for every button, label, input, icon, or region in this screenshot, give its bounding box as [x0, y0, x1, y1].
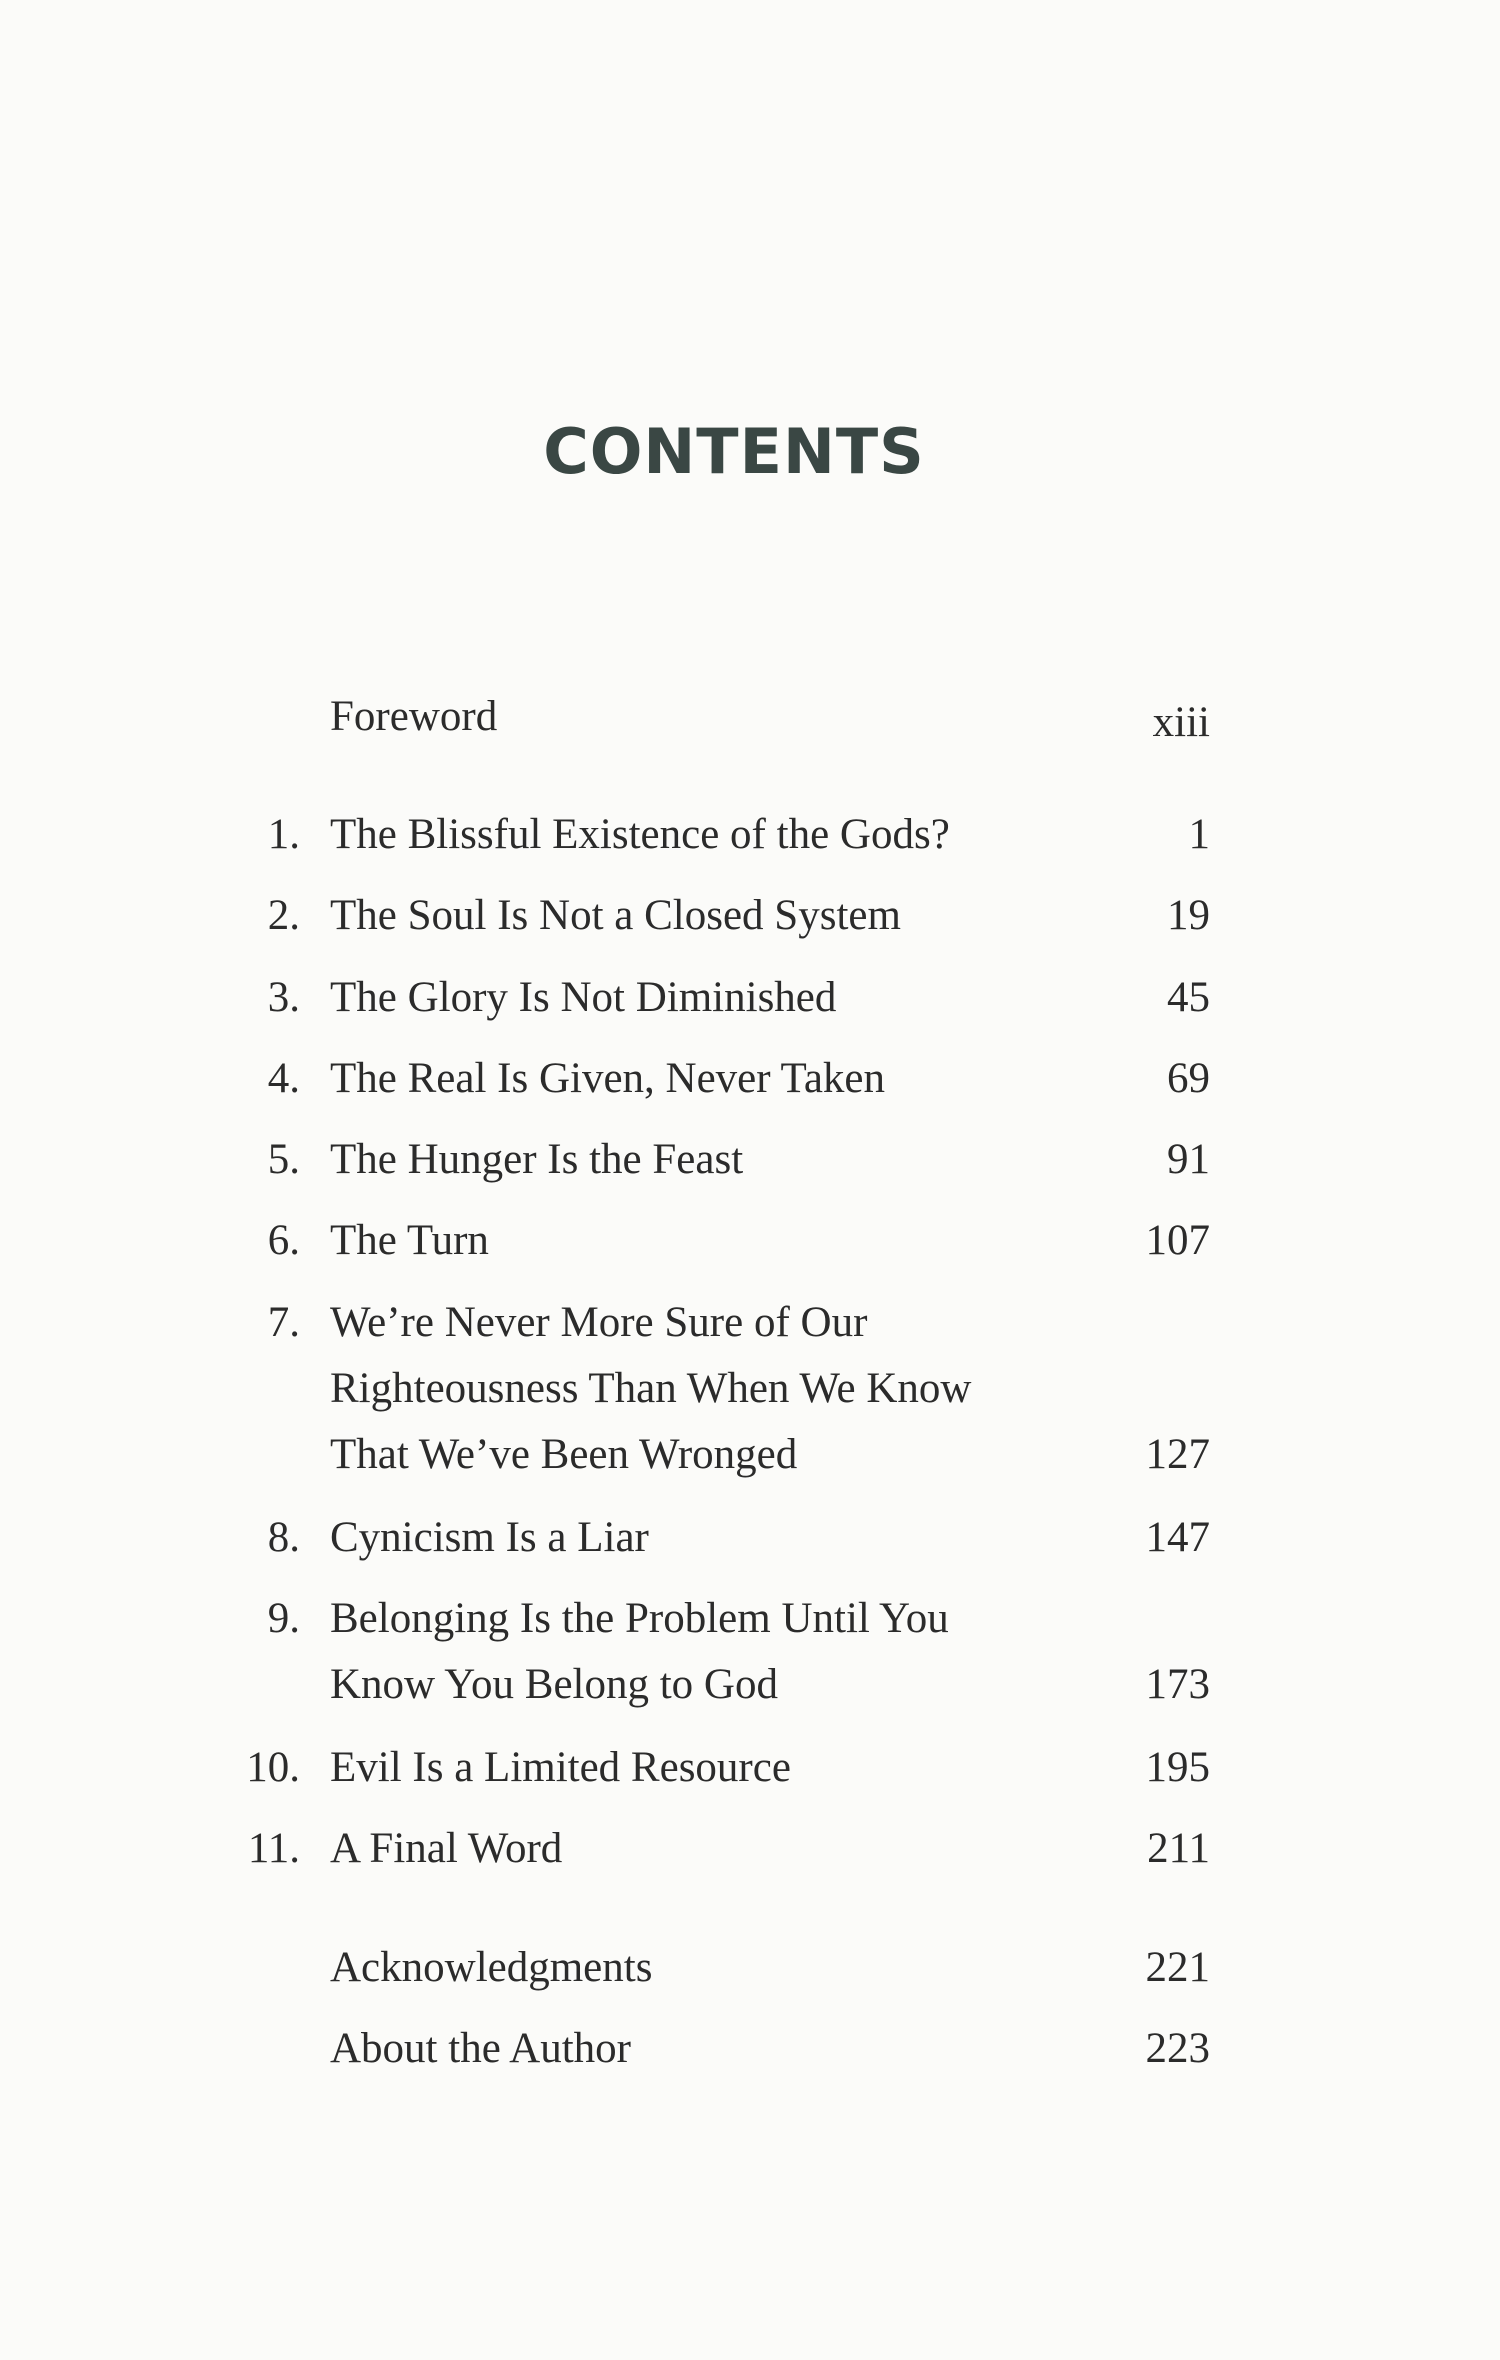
chapter-title: The Real Is Given, Never Taken: [330, 1055, 885, 1102]
chapter-number: 2.: [267, 892, 300, 939]
chapter-number: 3.: [267, 974, 300, 1021]
chapter-title: The Hunger Is the Feast: [330, 1136, 744, 1183]
chapter-title: The Blissful Existence of the Gods?: [330, 811, 950, 858]
chapter-page: 127: [1145, 1431, 1210, 1478]
toc-entry-page: 221: [1145, 1944, 1210, 1991]
chapter-title: The Glory Is Not Diminished: [330, 974, 837, 1021]
chapter-page: 91: [1167, 1136, 1210, 1183]
chapter-title: A Final Word: [330, 1825, 563, 1872]
chapter-number: 5.: [267, 1136, 300, 1183]
chapter-number: 4.: [267, 1055, 300, 1102]
page-title: CONTENTS: [543, 415, 925, 488]
chapter-number: 8.: [267, 1514, 300, 1561]
toc-entry-title: About the Author: [330, 2025, 631, 2072]
chapter-page: 147: [1145, 1514, 1210, 1561]
toc-entry-title: Acknowledgments: [330, 1944, 653, 1991]
chapter-title: Evil Is a Limited Resource: [330, 1744, 791, 1791]
chapter-number: 1.: [267, 811, 300, 858]
chapter-title: The Turn: [330, 1217, 489, 1264]
chapter-number: 7.: [267, 1299, 300, 1346]
chapter-title: We’re Never More Sure of Our Righteousness Than When We Know That We’ve Been Wronged: [330, 1299, 972, 1478]
toc-entry-page: 223: [1145, 2025, 1210, 2072]
chapter-page: 211: [1147, 1825, 1210, 1872]
chapter-title: Belonging Is the Problem Until You Know You Belong to God: [330, 1595, 949, 1708]
chapter-page: 1: [1188, 811, 1210, 858]
chapter-number: 6.: [267, 1217, 300, 1264]
chapter-page: 45: [1167, 974, 1210, 1021]
chapter-page: 195: [1145, 1744, 1210, 1791]
chapter-page: 107: [1145, 1217, 1210, 1264]
chapter-number: 9.: [267, 1595, 300, 1642]
chapter-page: 69: [1167, 1055, 1210, 1102]
chapter-title: The Soul Is Not a Closed System: [330, 892, 901, 939]
toc-entry-page: xiii: [1152, 699, 1210, 746]
chapter-page: 173: [1145, 1661, 1210, 1708]
chapter-page: 19: [1167, 892, 1210, 939]
toc-entry-title: Foreword: [330, 693, 498, 740]
chapter-number: 11.: [247, 1825, 300, 1872]
chapter-number: 10.: [246, 1744, 300, 1791]
chapter-title: Cynicism Is a Liar: [330, 1514, 649, 1561]
